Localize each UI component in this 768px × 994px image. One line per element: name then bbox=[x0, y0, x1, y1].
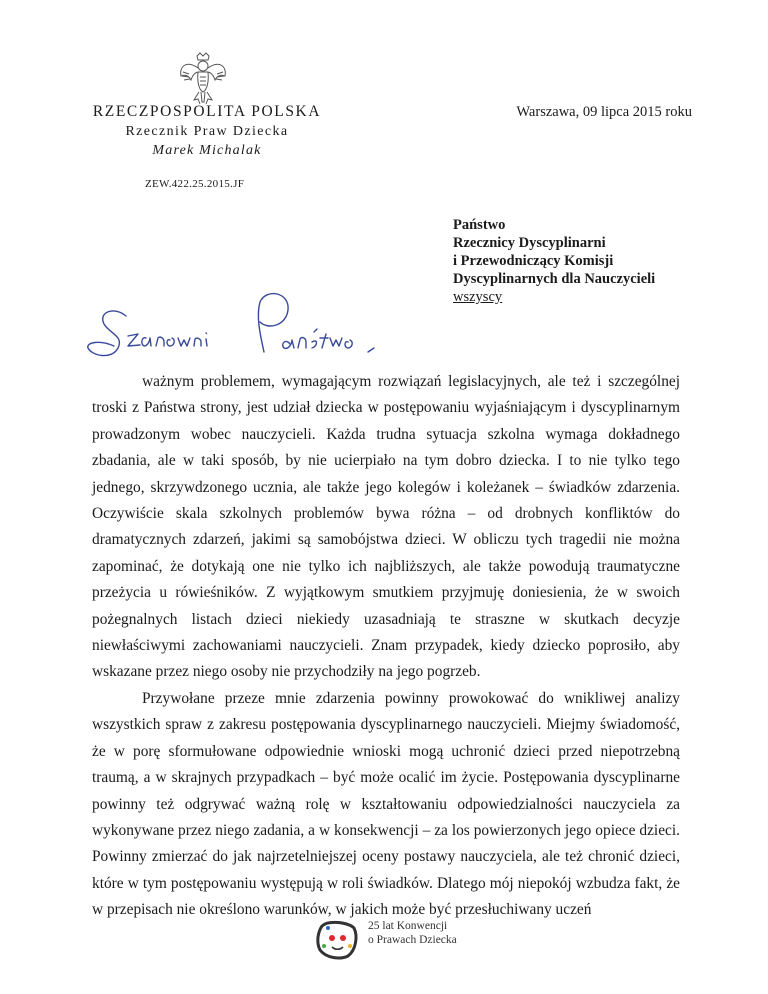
paragraph-1: ważnym problemem, wymagającym rozwiązań legislacyjnych, ale też i szczególnej troski z Państwa strony, jest udział dziecka w postępowaniu wyjaśniającym i dyscyplinarnym prowadzonym wobec nauczycieli. Każda trudna sytuacja szkolna wymaga dokładnego zbadania, ale w taki sposób, by nie ucierpiało na tym dobro dziecka. I to nie tylko tego jednego, skrzywdzonego ucznia, ale także jego kolegów i koleżanek – świadków zdarzenia. Oczywiście skala szkolnych problemów bywa różna – od drobnych konfliktów do dramatycznych zdarzeń, jakimi są samobójstwa dzieci. W obliczu tych tragedii nie można zapominać, że dotykają one nie tylko ich najbliższych, ale także powodują traumatyczne przeżycia u rówieśników. Z wyjątkowym smutkiem przyjmuję doniesienia, że w swoich pożegnalnych listach dzieci niekiedy uzasadniają te straszne w skutkach decyzje niewłaściwymi zachowaniami nauczycieli. Znam przypadek, kiedy dziecko poprosiło, aby wskazane przez niego osoby nie przychodziły na jego pogrzeb. bbox=[92, 373, 680, 681]
footer-line-1: 25 lat Konwencji bbox=[368, 920, 448, 932]
convention-logo-icon bbox=[314, 916, 360, 962]
recipient-line-1: Państwo bbox=[453, 217, 506, 233]
reference-number: ZEW.422.25.2015.JF bbox=[145, 178, 245, 190]
header-name: Marek Michalak bbox=[152, 143, 262, 158]
header-country: RZECZPOSPOLITA POLSKA bbox=[92, 103, 322, 120]
polish-eagle-emblem-icon bbox=[177, 52, 229, 108]
recipient-line-2: Rzecznicy Dyscyplinarni bbox=[453, 235, 606, 251]
footer-line-2: o Prawach Dziecka bbox=[368, 934, 457, 946]
footer-slogan bbox=[368, 919, 457, 947]
letter-date: Warszawa, 09 lipca 2015 roku bbox=[516, 104, 692, 120]
header-office: Rzecznik Praw Dziecka bbox=[125, 124, 289, 139]
recipient-line-3: i Przewodniczący Komisji bbox=[453, 253, 614, 269]
paragraph-2: Przywołane przeze mnie zdarzenia powinny prowokować do wnikliwej analizy wszystkich spraw z zakresu postępowania dyscyplinarnego nauczycieli. Miejmy świadomość, że w porę sformułowane odpowiednie wnioski mogą uchronić dzieci przed niepotrzebną traumą, a w skrajnych przypadkach – być może ocalić im życie. Postępowania dyscyplinarne powinny też odgrywać ważną rolę w kształtowaniu odpowiedzialności nauczyciela za wykonywane przez niego zadania, a w konsekwencji – za los powierzonych jego opiece dzieci. Powinny zmierzać do jak najrzetelniejszej oceny postawy nauczyciela, ale też chronić dzieci, które w tym postępowaniu występują w roli świadków. Dlatego mój niepokój wzbudza fakt, że w przepisach nie określono warunków, w jakich może być przesłuchiwany uczeń bbox=[92, 689, 680, 919]
recipient-line-5: wszyscy bbox=[453, 289, 503, 305]
recipient-address bbox=[453, 216, 655, 306]
recipient-line-4: Dyscyplinarnych dla Nauczycieli bbox=[453, 271, 656, 287]
letter-body bbox=[92, 369, 680, 924]
handwritten-salutation bbox=[84, 286, 414, 376]
